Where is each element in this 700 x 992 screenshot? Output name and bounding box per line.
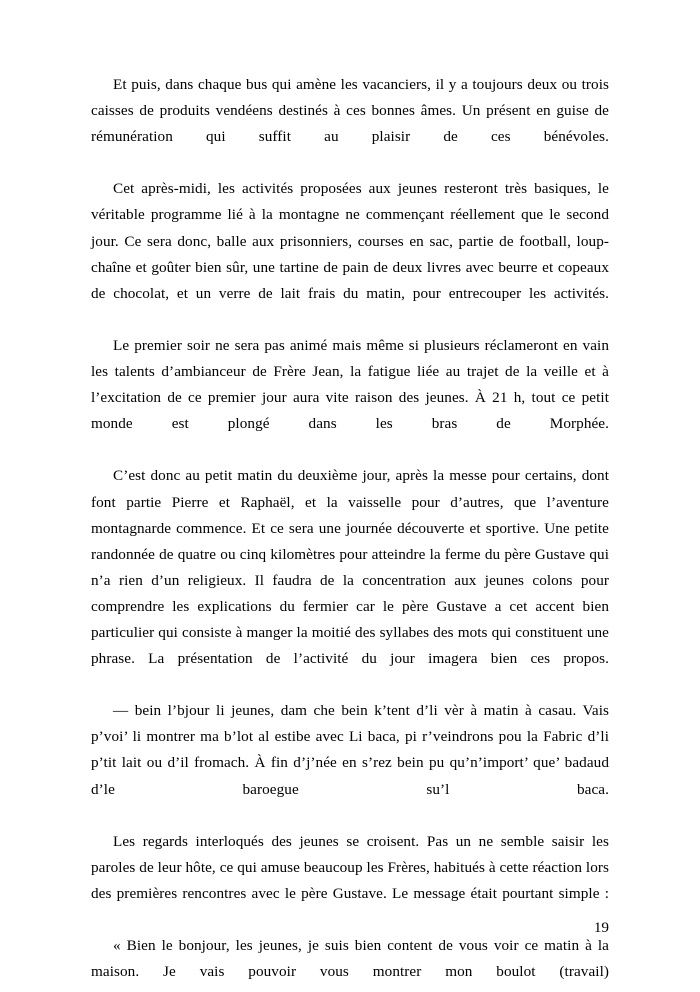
paragraph-6: Les regards interloqués des jeunes se croisent. Pas un ne semble saisir les paroles de leur hôte, ce qui amuse beaucoup les Frères, habitués à cette réaction lors des premières rencontres avec le père Gustave. Le message était pourtant simple : (91, 832, 609, 902)
paragraph-4: C’est donc au petit matin du deuxième jour, après la messe pour certains, dont font partie Pierre et Raphaël, et la vaisselle pour d’autres, que l’aventure montagnarde commence. Et ce sera une journée découverte et sportive. Une petite randonnée de quatre ou cinq kilomètres pour atteindre la ferme du père Gustave qui n’a rien d’un religieux. Il faudra de la concentration aux jeunes colons pour comprendre les explications du fermier car le père Gustave a cet accent bien particulier qui consiste à manger la moitié des syllabes des mots qui constituent une phrase. La présentation de l’activité du jour imagera bien ces propos. (91, 467, 609, 668)
paragraph-3: Le premier soir ne sera pas animé mais même si plusieurs réclameront en vain les talents d’ambianceur de Frère Jean, la fatigue liée au trajet de la veille et à l’excitation de ce premier jour aura vite raison des jeunes. À 21 h, tout ce petit monde est plongé dans les bras de Morphée. (91, 336, 609, 433)
paragraph-2: Cet après-midi, les activités proposées aux jeunes resteront très basiques, le véritable programme lié à la montagne ne commençant réellement que le second jour. Ce sera donc, balle aux prisonniers, courses en sac, partie de football, loup-chaîne et goûter bien sûr, une tartine de pain de deux livres avec beurre et copeaux de chocolat, et un verre de lait frais du matin, pour entrecouper les activités. (91, 180, 609, 302)
paragraph-5-dialogue: — bein l’bjour li jeunes, dam che bein k’tent d’li vèr à matin à casau. Vais p’voi’ li montrer ma b’lot al estibe avec Li baca, pi r’veindrons pou la Fabric d’li p’tit lait ou d’il fromach. À fin d’j’née en s’rez bein pu qu’n’import’ que’ badaud d’le baroegue su’l baca. (91, 702, 609, 798)
body-text-column (91, 72, 609, 992)
page-number: 19 (593, 919, 609, 936)
paragraph-1: Et puis, dans chaque bus qui amène les vacanciers, il y a toujours deux ou trois caisses de produits vendéens destinés à ces bonnes âmes. Un présent en guise de rémunération qui suffit au plaisir de ces bénévoles. (91, 76, 609, 146)
paragraph-7-quote: « Bien le bonjour, les jeunes, je suis bien content de vous voir ce matin à la maison. Je vais pouvoir vous montrer mon boulot (travail) (91, 937, 609, 981)
